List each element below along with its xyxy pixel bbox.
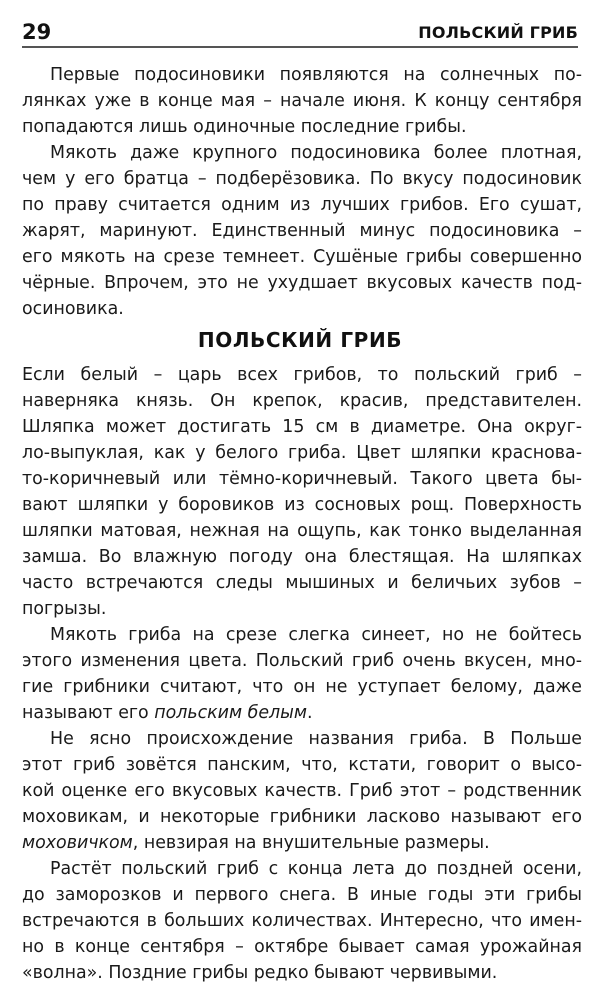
text-line: Мякоть гриба на срезе слегка синеет, но не бойтесь [50, 625, 582, 645]
text-line: вают шляпки у боровиков из сосновых рощ. Поверхность [22, 495, 582, 515]
text-line: этот гриб зовётся панским, что, кстати, говорит о высо- [22, 755, 582, 775]
page-number: 29 [22, 20, 52, 44]
text-line: чем у его братца – подберёзовика. По вкусу подосиновик [22, 169, 582, 189]
text-line: шляпки матовая, нежная на ощупь, как тонко выделанная [22, 521, 582, 541]
text-line: Не ясно происхождение названия гриба. В Польше [50, 729, 582, 749]
text-line: этого изменения цвета. Польский гриб очень вкусен, мно- [22, 651, 582, 671]
text-line: моховикам, и некоторые грибники ласково называют его [22, 807, 582, 827]
text-line: Шляпка может достигать 15 см в диаметре. Она округ- [22, 417, 582, 437]
text-line: по праву считается одним из лучших грибов. Его сушат, [22, 195, 582, 215]
text-line: осиновика. [22, 299, 124, 319]
text-line: погрызы. [22, 599, 107, 619]
text-line: наверняка князь. Он крепок, красив, представителен. [22, 391, 582, 411]
text-line: «волна». Поздние грибы редко бывают червивыми. [22, 963, 498, 983]
text-line: чёрные. Впрочем, это не ухудшает вкусовых качеств под- [22, 273, 582, 293]
italic-term: моховичком [22, 833, 133, 853]
text-run: , невзирая на внушительные размеры. [132, 833, 490, 853]
text-line: лянках уже в конце мая – начале июня. К концу сентября [22, 91, 582, 111]
text-line: жарят, маринуют. Единственный минус подосиновика – [22, 221, 582, 241]
text-line [22, 830, 582, 856]
text-line: ло-выпуклая, как у белого гриба. Цвет шляпки краснова- [22, 443, 582, 463]
section-title: ПОЛЬСКИЙ ГРИБ [197, 328, 403, 352]
italic-term: польским белым [154, 703, 307, 723]
text-run: называют его [22, 703, 155, 723]
text-line: но в конце сентября – октябре бывает самая урожайная [22, 937, 582, 957]
text-run: . [307, 703, 313, 723]
text-line: кой оценке его вкусовых качеств. Гриб этот – родственник [22, 781, 582, 801]
text-line: Первые подосиновики появляются на солнечных по- [50, 65, 582, 85]
text-line [22, 700, 582, 726]
page-header [22, 18, 578, 46]
header-rule [22, 46, 578, 48]
text-line: часто встречаются следы мышиных и беличьих зубов – [22, 573, 582, 593]
text-line: до заморозков и первого снега. В иные годы эти грибы [22, 885, 582, 905]
text-line: Если белый – царь всех грибов, то польский гриб – [22, 365, 582, 385]
text-line: гие грибники считают, что он не уступает белому, даже [22, 677, 582, 697]
running-title: ПОЛЬСКИЙ ГРИБ [418, 23, 578, 42]
text-line: Мякоть даже крупного подосиновика более плотная, [50, 143, 582, 163]
text-line: Растёт польский гриб с конца лета до поздней осени, [50, 859, 582, 879]
text-line: встречаются в больших количествах. Интересно, что имен- [22, 911, 582, 931]
text-line: его мякоть на срезе темнеет. Сушёные грибы совершенно [22, 247, 582, 267]
text-line: то-коричневый или тёмно-коричневый. Такого цвета бы- [22, 469, 582, 489]
text-line: попадаются лишь одиночные последние грибы. [22, 117, 467, 137]
text-line: замша. Во влажную погоду она блестящая. На шляпках [22, 547, 582, 567]
